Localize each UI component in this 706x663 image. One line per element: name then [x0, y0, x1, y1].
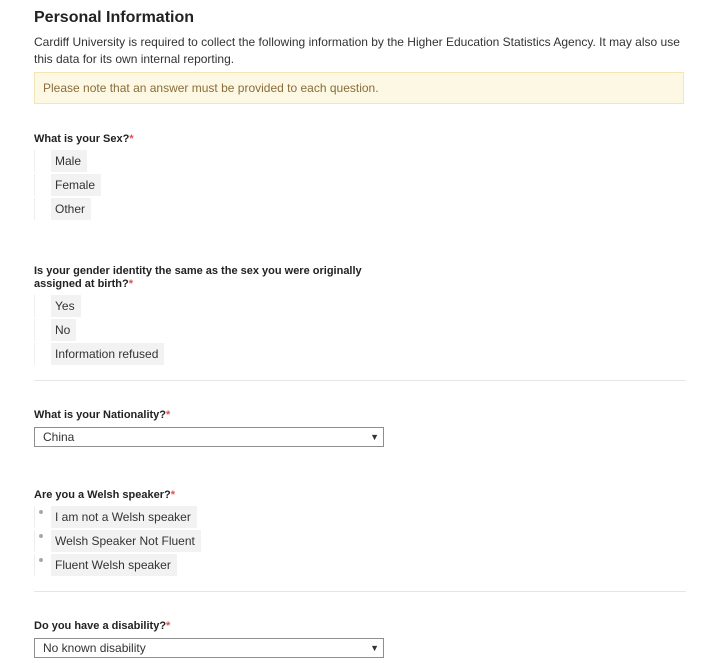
radio-label: Female — [51, 174, 101, 196]
radio-label: Male — [51, 150, 87, 172]
radio-dot-icon — [39, 534, 43, 538]
question-nationality-label — [34, 409, 170, 422]
radio-button[interactable] — [34, 530, 51, 552]
question-sex-label — [34, 133, 134, 146]
radio-label: No — [51, 319, 76, 341]
disability-select[interactable] — [34, 638, 384, 658]
radio-label: Yes — [51, 295, 81, 317]
radio-button[interactable] — [34, 174, 51, 196]
question-text-line2: assigned at birth? — [34, 278, 129, 290]
radio-option-welsh-not-fluent[interactable] — [34, 530, 201, 552]
radio-label: Welsh Speaker Not Fluent — [51, 530, 201, 552]
radio-option-information-refused[interactable] — [34, 343, 164, 365]
required-marker: * — [166, 409, 171, 421]
radio-button[interactable] — [34, 150, 51, 172]
question-text: What is your Sex? — [34, 133, 130, 145]
radio-dot-icon — [39, 510, 43, 514]
radio-option-female[interactable] — [34, 174, 101, 196]
intro-text: Cardiff University is required to collect the following information by the Higher Education Statistics Agency. It may also use this data for its own internal reporting. — [34, 35, 680, 66]
question-disability-label — [34, 620, 170, 633]
chevron-down-icon: ▼ — [370, 432, 379, 442]
section-divider — [34, 380, 686, 381]
radio-button[interactable] — [34, 295, 51, 317]
radio-option-male[interactable] — [34, 150, 87, 172]
required-marker: * — [128, 278, 134, 290]
chevron-down-icon: ▼ — [370, 643, 379, 653]
radio-option-yes[interactable] — [34, 295, 81, 317]
nationality-select[interactable] — [34, 427, 384, 447]
radio-option-not-welsh-speaker[interactable] — [34, 506, 197, 528]
notice-banner: Please note that an answer must be provided to each question. — [34, 72, 684, 104]
required-marker: * — [129, 133, 134, 145]
radio-label: Fluent Welsh speaker — [51, 554, 177, 576]
radio-button[interactable] — [34, 319, 51, 341]
radio-button[interactable] — [34, 343, 51, 365]
section-divider — [34, 591, 686, 592]
radio-dot-icon — [39, 558, 43, 562]
question-gender-identity-label — [34, 265, 362, 291]
nationality-selected-value: China — [43, 430, 75, 444]
required-marker: * — [166, 620, 171, 632]
radio-label: Other — [51, 198, 91, 220]
required-marker: * — [170, 489, 176, 501]
page-title: Personal Information — [34, 9, 195, 26]
radio-option-other[interactable] — [34, 198, 91, 220]
radio-button[interactable] — [34, 506, 51, 528]
disability-selected-value: No known disability — [43, 641, 146, 655]
question-text: Do you have a disability? — [34, 620, 167, 632]
radio-button[interactable] — [34, 554, 51, 576]
radio-label: Information refused — [51, 343, 164, 365]
radio-option-fluent-welsh[interactable] — [34, 554, 177, 576]
radio-button[interactable] — [34, 198, 51, 220]
question-text: What is your Nationality? — [34, 409, 167, 421]
question-text: Are you a Welsh speaker? — [34, 489, 171, 501]
radio-option-no[interactable] — [34, 319, 76, 341]
question-welsh-label — [34, 489, 175, 502]
radio-label: I am not a Welsh speaker — [51, 506, 197, 528]
question-text-line1: Is your gender identity the same as the sex you were originally — [34, 265, 362, 277]
